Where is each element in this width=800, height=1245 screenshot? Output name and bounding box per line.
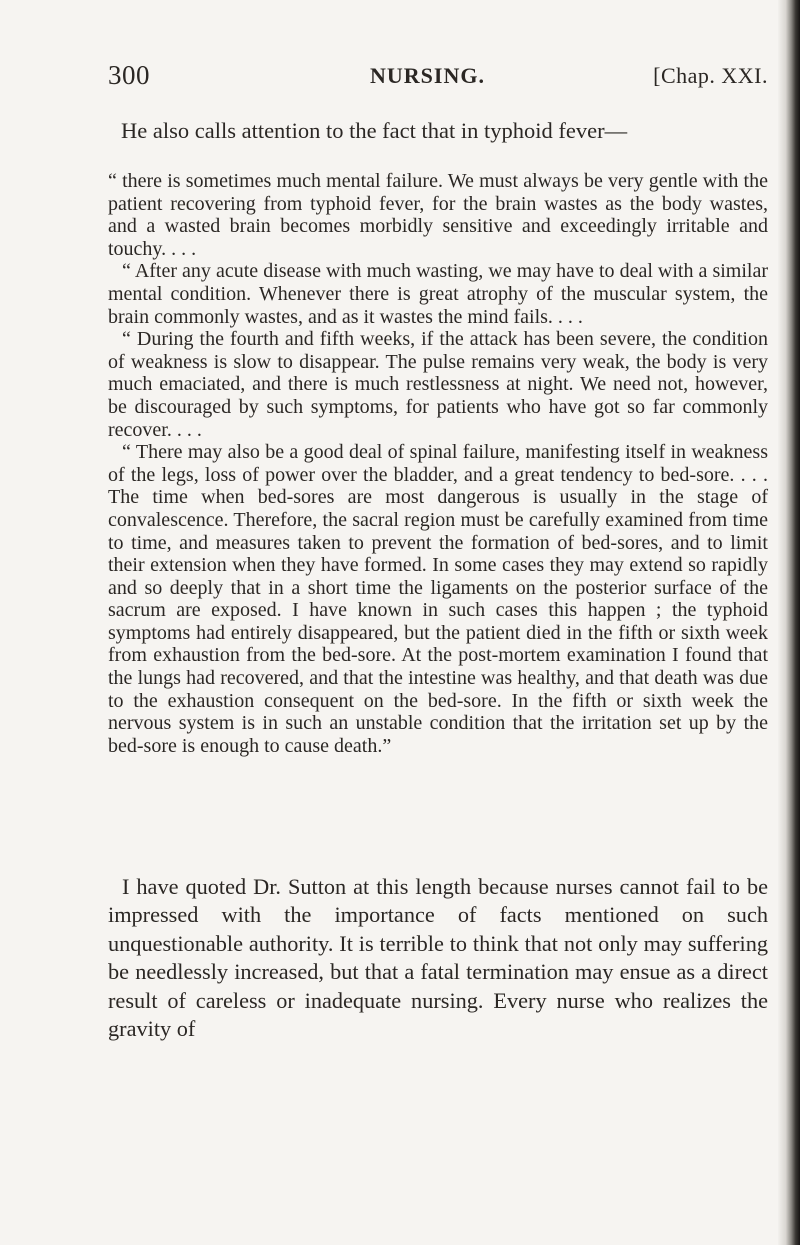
running-title: NURSING. [370, 63, 485, 88]
page-edge-shadow [778, 0, 800, 1245]
quoted-passage [108, 170, 768, 757]
body-paragraph: I have quoted Dr. Sutton at this length because nurses cannot fail to be impressed with the importance of facts mentioned on such unquestionable authority. It is terrible to think that not only may suffering be needlessly increased, but that a fatal termination may ensue as a direct result of careless or inadequate nursing. Every nurse who realizes the gravity of [108, 874, 768, 1042]
page-header [108, 60, 768, 96]
page-number: 300 [108, 60, 150, 90]
quote-paragraph-1: “ there is sometimes much mental failure. We must always be very gentle with the patient recovering from typhoid fever, for the brain wastes as the body wastes, and a wasted brain becomes morbidly sensitive and exceedingly irritable and touchy. . . . [108, 170, 768, 260]
intro-line: He also calls attention to the fact that in typhoid fever— [121, 118, 628, 143]
chapter-reference: [Chap. XXI. [653, 63, 768, 88]
quote-paragraph-3: “ During the fourth and fifth weeks, if the attack has been severe, the condition of weakness is slow to disappear. The pulse remains very weak, the body is very much emaciated, and there is much restlessness at night. We need not, however, be discouraged by such symptoms, for patients who have got so far commonly recover. . . . [108, 328, 768, 441]
quote-paragraph-2: “ After any acute disease with much wasting, we may have to deal with a similar mental condition. Whenever there is great atrophy of the muscular system, the brain commonly wastes, and as it wastes the mind fails. . . . [108, 260, 768, 328]
body-text [108, 873, 768, 1043]
quote-paragraph-4: “ There may also be a good deal of spinal failure, manifesting itself in weakness of the legs, loss of power over the bladder, and a great tendency to bed-sore. . . . The time when bed-sores are most dangerous is usually in the stage of convalescence. Therefore, the sacral region must be carefully examined from time to time, and measures taken to prevent the formation of bed-sores, and to limit their extension when they have formed. In some cases they may extend so rapidly and so deeply that in a short time the ligaments on the posterior surface of the sacrum are exposed. I have known in such cases this happen ; the typhoid symptoms had entirely disappeared, but the patient died in the fifth or sixth week from exhaustion from the bed-sore. At the post-mortem examination I found that the lungs had recovered, and that the intestine was healthy, and that death was due to the exhaustion consequent on the bed-sore. In the fifth or sixth week the nervous system is in such an unstable condition that the irritation set up by the bed-sore is enough to cause death.” [108, 441, 768, 757]
